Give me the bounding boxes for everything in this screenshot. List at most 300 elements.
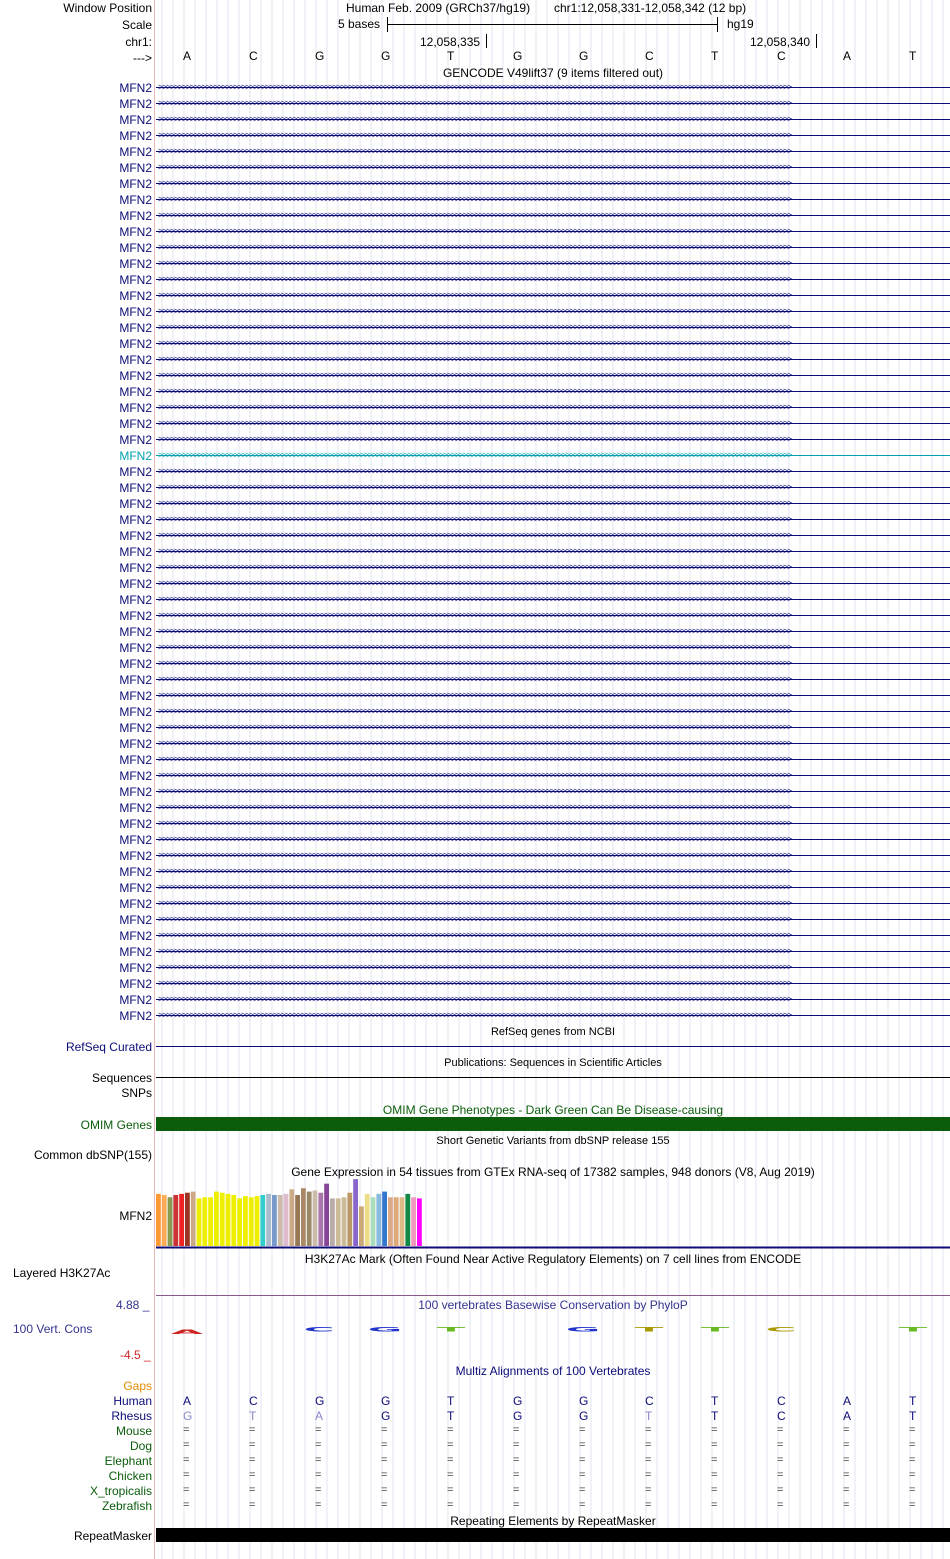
cons-ymin-label: -4.5 _	[120, 1348, 151, 1362]
gencode-gene-label[interactable]: MFN2	[119, 945, 152, 959]
multiz-aligned-base: =	[249, 1439, 256, 1451]
reference-base: T	[711, 49, 719, 63]
repeatmasker-track-label[interactable]: RepeatMasker	[73, 1529, 152, 1543]
gencode-strand-arrows: >>>>>>>>>>>>>>>>>>>>>>>>>>>>>>>>>>>>>>>>>>>>>>>>>>>>>>>>>>>>>>>>>>>>>>>>>>>>>>>>>>>>>>>>>>>>>>>>>>>>>>>>>>>>>>>>>>>>>>>>>>>>>>>>>>>>>>>>>>>>>>>>>>>>>>>>>>>>>>>>	[158, 898, 791, 908]
gtex-tissue-bar	[237, 1198, 242, 1246]
gencode-gene-label[interactable]: MFN2	[119, 865, 152, 879]
gencode-strand-arrows: >>>>>>>>>>>>>>>>>>>>>>>>>>>>>>>>>>>>>>>>>>>>>>>>>>>>>>>>>>>>>>>>>>>>>>>>>>>>>>>>>>>>>>>>>>>>>>>>>>>>>>>>>>>>>>>>>>>>>>>>>>>>>>>>>>>>>>>>>>>>>>>>>>>>>>>>>>>>>>>>	[158, 498, 791, 508]
repeatmasker-track-title: Repeating Elements by RepeatMasker	[450, 1514, 656, 1528]
scale-bar-right-tick	[717, 17, 718, 32]
gencode-gene-label[interactable]: MFN2	[119, 673, 152, 687]
gencode-gene-label[interactable]: MFN2	[119, 385, 152, 399]
gencode-strand-arrows: >>>>>>>>>>>>>>>>>>>>>>>>>>>>>>>>>>>>>>>>>>>>>>>>>>>>>>>>>>>>>>>>>>>>>>>>>>>>>>>>>>>>>>>>>>>>>>>>>>>>>>>>>>>>>>>>>>>>>>>>>>>>>>>>>>>>>>>>>>>>>>>>>>>>>>>>>>>>>>>>	[158, 770, 791, 780]
multiz-aligned-base: T	[711, 1394, 719, 1408]
gtex-tissue-bar	[173, 1195, 178, 1246]
publications-label-snps[interactable]: SNPs	[121, 1086, 152, 1100]
gtex-tissue-bar	[330, 1198, 335, 1246]
gencode-strand-arrows: >>>>>>>>>>>>>>>>>>>>>>>>>>>>>>>>>>>>>>>>>>>>>>>>>>>>>>>>>>>>>>>>>>>>>>>>>>>>>>>>>>>>>>>>>>>>>>>>>>>>>>>>>>>>>>>>>>>>>>>>>>>>>>>>>>>>>>>>>>>>>>>>>>>>>>>>>>>>>>>>	[158, 274, 791, 284]
multiz-aligned-base: =	[315, 1499, 322, 1511]
gencode-gene-label[interactable]: MFN2	[119, 193, 152, 207]
gencode-gene-label[interactable]: MFN2	[119, 337, 152, 351]
gencode-gene-label[interactable]: MFN2	[119, 993, 152, 1007]
gencode-strand-arrows: >>>>>>>>>>>>>>>>>>>>>>>>>>>>>>>>>>>>>>>>>>>>>>>>>>>>>>>>>>>>>>>>>>>>>>>>>>>>>>>>>>>>>>>>>>>>>>>>>>>>>>>>>>>>>>>>>>>>>>>>>>>>>>>>>>>>>>>>>>>>>>>>>>>>>>>>>>>>>>>>	[158, 882, 791, 892]
gencode-strand-arrows: >>>>>>>>>>>>>>>>>>>>>>>>>>>>>>>>>>>>>>>>>>>>>>>>>>>>>>>>>>>>>>>>>>>>>>>>>>>>>>>>>>>>>>>>>>>>>>>>>>>>>>>>>>>>>>>>>>>>>>>>>>>>>>>>>>>>>>>>>>>>>>>>>>>>>>>>>>>>>>>>	[158, 162, 791, 172]
multiz-species-label[interactable]: Zebrafish	[101, 1499, 152, 1513]
h3k27ac-baseline	[156, 1295, 950, 1296]
gencode-gene-label[interactable]: MFN2	[119, 913, 152, 927]
gencode-gene-label[interactable]: MFN2	[119, 209, 152, 223]
gencode-gene-label[interactable]: MFN2	[119, 225, 152, 239]
gtex-tissue-bar	[382, 1192, 387, 1246]
multiz-aligned-base: =	[315, 1484, 322, 1496]
gencode-gene-label[interactable]: MFN2	[119, 545, 152, 559]
gtex-tissue-bar	[336, 1198, 341, 1246]
gtex-tissue-bar	[365, 1194, 370, 1246]
chrom-label: chr1:	[125, 35, 152, 49]
cons-logo-glyph: C	[303, 1325, 335, 1333]
multiz-species-label[interactable]: Human	[113, 1394, 152, 1408]
multiz-aligned-base: =	[645, 1469, 652, 1481]
gtex-track-title: Gene Expression in 54 tissues from GTEx RNA-seq of 17382 samples, 948 donors (V8, Aug 2019)	[291, 1165, 815, 1179]
multiz-aligned-base: =	[447, 1454, 454, 1466]
multiz-aligned-base: =	[513, 1484, 520, 1496]
gencode-strand-arrows: >>>>>>>>>>>>>>>>>>>>>>>>>>>>>>>>>>>>>>>>>>>>>>>>>>>>>>>>>>>>>>>>>>>>>>>>>>>>>>>>>>>>>>>>>>>>>>>>>>>>>>>>>>>>>>>>>>>>>>>>>>>>>>>>>>>>>>>>>>>>>>>>>>>>>>>>>>>>>>>>	[158, 578, 791, 588]
multiz-aligned-base: =	[909, 1499, 916, 1511]
gencode-strand-arrows: >>>>>>>>>>>>>>>>>>>>>>>>>>>>>>>>>>>>>>>>>>>>>>>>>>>>>>>>>>>>>>>>>>>>>>>>>>>>>>>>>>>>>>>>>>>>>>>>>>>>>>>>>>>>>>>>>>>>>>>>>>>>>>>>>>>>>>>>>>>>>>>>>>>>>>>>>>>>>>>>	[158, 962, 791, 972]
gtex-tissue-bar	[168, 1197, 173, 1246]
reference-base: G	[315, 49, 325, 63]
gtex-tissue-bar	[405, 1194, 410, 1246]
gencode-gene-label[interactable]: MFN2	[119, 657, 152, 671]
gtex-tissue-bar	[156, 1194, 161, 1246]
gencode-gene-label[interactable]: MFN2	[119, 481, 152, 495]
multiz-aligned-base: G	[381, 1394, 391, 1408]
gtex-tissue-bar	[284, 1194, 289, 1246]
multiz-aligned-base: C	[645, 1394, 654, 1408]
multiz-aligned-base: =	[513, 1439, 520, 1451]
gtex-tissue-bar	[220, 1193, 225, 1246]
gencode-gene-label[interactable]: MFN2	[119, 257, 152, 271]
multiz-aligned-base: =	[315, 1469, 322, 1481]
multiz-aligned-base: =	[381, 1469, 388, 1481]
multiz-aligned-base: G	[513, 1394, 523, 1408]
multiz-aligned-base: G	[513, 1409, 523, 1423]
gencode-gene-label[interactable]: MFN2	[119, 561, 152, 575]
gtex-tissue-bar	[318, 1193, 323, 1246]
reference-base: C	[645, 49, 654, 63]
gencode-gene-label[interactable]: MFN2	[119, 433, 152, 447]
multiz-aligned-base: T	[909, 1394, 917, 1408]
publications-label-sequences[interactable]: Sequences	[91, 1071, 152, 1085]
multiz-aligned-base: G	[381, 1409, 391, 1423]
multiz-aligned-base: A	[315, 1409, 324, 1423]
gencode-gene-label[interactable]: MFN2	[119, 353, 152, 367]
gencode-gene-label[interactable]: MFN2	[119, 81, 152, 95]
multiz-aligned-base: =	[909, 1454, 916, 1466]
gencode-gene-label[interactable]: MFN2	[119, 577, 152, 591]
multiz-aligned-base: =	[843, 1454, 850, 1466]
multiz-aligned-base: G	[579, 1394, 589, 1408]
scale-db: hg19	[727, 17, 754, 31]
multiz-aligned-base: =	[645, 1484, 652, 1496]
gtex-tissue-bar	[191, 1192, 196, 1246]
reference-base: G	[381, 49, 391, 63]
gencode-gene-label[interactable]: MFN2	[119, 305, 152, 319]
multiz-aligned-base: =	[447, 1439, 454, 1451]
gencode-strand-arrows: >>>>>>>>>>>>>>>>>>>>>>>>>>>>>>>>>>>>>>>>>>>>>>>>>>>>>>>>>>>>>>>>>>>>>>>>>>>>>>>>>>>>>>>>>>>>>>>>>>>>>>>>>>>>>>>>>>>>>>>>>>>>>>>>>>>>>>>>>>>>>>>>>>>>>>>>>>>>>>>>	[158, 194, 791, 204]
gencode-strand-arrows: >>>>>>>>>>>>>>>>>>>>>>>>>>>>>>>>>>>>>>>>>>>>>>>>>>>>>>>>>>>>>>>>>>>>>>>>>>>>>>>>>>>>>>>>>>>>>>>>>>>>>>>>>>>>>>>>>>>>>>>>>>>>>>>>>>>>>>>>>>>>>>>>>>>>>>>>>>>>>>>>	[158, 242, 791, 252]
gtex-tissue-bar	[307, 1192, 312, 1246]
gtex-tissue-bar	[417, 1198, 422, 1246]
multiz-aligned-base: =	[579, 1469, 586, 1481]
gtex-tissue-bar	[179, 1194, 184, 1246]
gtex-tissue-bar	[411, 1197, 416, 1246]
reference-base: C	[777, 49, 786, 63]
gtex-tissue-bar	[272, 1195, 277, 1246]
h3k27ac-track-title: H3K27Ac Mark (Often Found Near Active Regulatory Elements) on 7 cell lines from ENCODE	[304, 1252, 802, 1266]
multiz-aligned-base: =	[513, 1499, 520, 1511]
gtex-tissue-bar	[231, 1195, 236, 1246]
multiz-aligned-base: =	[249, 1424, 256, 1436]
multiz-aligned-base: =	[315, 1439, 322, 1451]
gencode-strand-arrows: >>>>>>>>>>>>>>>>>>>>>>>>>>>>>>>>>>>>>>>>>>>>>>>>>>>>>>>>>>>>>>>>>>>>>>>>>>>>>>>>>>>>>>>>>>>>>>>>>>>>>>>>>>>>>>>>>>>>>>>>>>>>>>>>>>>>>>>>>>>>>>>>>>>>>>>>>>>>>>>>	[158, 706, 791, 716]
refseq-track-label[interactable]: RefSeq Curated	[65, 1040, 152, 1054]
multiz-aligned-base: C	[249, 1394, 258, 1408]
cons-logo-glyph: T	[634, 1325, 664, 1333]
gtex-track-label[interactable]: MFN2	[119, 1209, 152, 1223]
gencode-strand-arrows: >>>>>>>>>>>>>>>>>>>>>>>>>>>>>>>>>>>>>>>>>>>>>>>>>>>>>>>>>>>>>>>>>>>>>>>>>>>>>>>>>>>>>>>>>>>>>>>>>>>>>>>>>>>>>>>>>>>>>>>>>>>>>>>>>>>>>>>>>>>>>>>>>>>>>>>>>>>>>>>>	[158, 642, 791, 652]
gtex-tissue-bar	[394, 1197, 399, 1246]
ruler-tick-1	[486, 34, 487, 48]
gtex-tissue-bar	[278, 1195, 283, 1246]
gencode-gene-label[interactable]: MFN2	[119, 881, 152, 895]
gtex-tissue-bar	[347, 1193, 352, 1246]
gtex-tissue-bar	[295, 1195, 300, 1246]
multiz-aligned-base: =	[447, 1469, 454, 1481]
gencode-gene-label[interactable]: MFN2	[119, 513, 152, 527]
multiz-aligned-base: =	[447, 1424, 454, 1436]
gencode-gene-label[interactable]: MFN2	[119, 737, 152, 751]
gencode-gene-label[interactable]: MFN2	[119, 113, 152, 127]
gencode-strand-arrows: >>>>>>>>>>>>>>>>>>>>>>>>>>>>>>>>>>>>>>>>>>>>>>>>>>>>>>>>>>>>>>>>>>>>>>>>>>>>>>>>>>>>>>>>>>>>>>>>>>>>>>>>>>>>>>>>>>>>>>>>>>>>>>>>>>>>>>>>>>>>>>>>>>>>>>>>>>>>>>>>	[158, 994, 791, 1004]
multiz-aligned-base: T	[711, 1409, 719, 1423]
reference-base: C	[249, 49, 258, 63]
gencode-strand-arrows: >>>>>>>>>>>>>>>>>>>>>>>>>>>>>>>>>>>>>>>>>>>>>>>>>>>>>>>>>>>>>>>>>>>>>>>>>>>>>>>>>>>>>>>>>>>>>>>>>>>>>>>>>>>>>>>>>>>>>>>>>>>>>>>>>>>>>>>>>>>>>>>>>>>>>>>>>>>>>>>>	[158, 834, 791, 844]
gencode-strand-arrows: >>>>>>>>>>>>>>>>>>>>>>>>>>>>>>>>>>>>>>>>>>>>>>>>>>>>>>>>>>>>>>>>>>>>>>>>>>>>>>>>>>>>>>>>>>>>>>>>>>>>>>>>>>>>>>>>>>>>>>>>>>>>>>>>>>>>>>>>>>>>>>>>>>>>>>>>>>>>>>>>	[158, 130, 791, 140]
scale-label: Scale	[121, 18, 152, 32]
multiz-aligned-base: =	[909, 1424, 916, 1436]
gencode-gene-label[interactable]: MFN2	[119, 497, 152, 511]
multiz-species-label[interactable]: Elephant	[104, 1454, 152, 1468]
gencode-strand-arrows: >>>>>>>>>>>>>>>>>>>>>>>>>>>>>>>>>>>>>>>>>>>>>>>>>>>>>>>>>>>>>>>>>>>>>>>>>>>>>>>>>>>>>>>>>>>>>>>>>>>>>>>>>>>>>>>>>>>>>>>>>>>>>>>>>>>>>>>>>>>>>>>>>>>>>>>>>>>>>>>>	[158, 594, 791, 604]
gencode-strand-arrows: >>>>>>>>>>>>>>>>>>>>>>>>>>>>>>>>>>>>>>>>>>>>>>>>>>>>>>>>>>>>>>>>>>>>>>>>>>>>>>>>>>>>>>>>>>>>>>>>>>>>>>>>>>>>>>>>>>>>>>>>>>>>>>>>>>>>>>>>>>>>>>>>>>>>>>>>>>>>>>>>	[158, 914, 791, 924]
gtex-tissue-bar	[249, 1197, 254, 1246]
cons-logo-glyph: T	[700, 1325, 730, 1333]
gtex-tissue-bar	[162, 1195, 167, 1246]
gtex-tissue-bar	[388, 1197, 393, 1246]
gtex-bar-chart[interactable]	[156, 1178, 950, 1250]
gencode-gene-label[interactable]: MFN2	[119, 449, 152, 463]
multiz-aligned-base: =	[579, 1484, 586, 1496]
gtex-tissue-bar	[289, 1189, 294, 1246]
label-column-divider	[154, 0, 155, 1559]
multiz-aligned-base: =	[843, 1484, 850, 1496]
multiz-aligned-base: =	[183, 1469, 190, 1481]
reference-base: T	[909, 49, 917, 63]
gencode-strand-arrows: >>>>>>>>>>>>>>>>>>>>>>>>>>>>>>>>>>>>>>>>>>>>>>>>>>>>>>>>>>>>>>>>>>>>>>>>>>>>>>>>>>>>>>>>>>>>>>>>>>>>>>>>>>>>>>>>>>>>>>>>>>>>>>>>>>>>>>>>>>>>>>>>>>>>>>>>>>>>>>>>	[158, 626, 791, 636]
gencode-strand-arrows: >>>>>>>>>>>>>>>>>>>>>>>>>>>>>>>>>>>>>>>>>>>>>>>>>>>>>>>>>>>>>>>>>>>>>>>>>>>>>>>>>>>>>>>>>>>>>>>>>>>>>>>>>>>>>>>>>>>>>>>>>>>>>>>>>>>>>>>>>>>>>>>>>>>>>>>>>>>>>>>>	[158, 146, 791, 156]
multiz-aligned-base: =	[579, 1439, 586, 1451]
gencode-strand-arrows: >>>>>>>>>>>>>>>>>>>>>>>>>>>>>>>>>>>>>>>>>>>>>>>>>>>>>>>>>>>>>>>>>>>>>>>>>>>>>>>>>>>>>>>>>>>>>>>>>>>>>>>>>>>>>>>>>>>>>>>>>>>>>>>>>>>>>>>>>>>>>>>>>>>>>>>>>>>>>>>>	[158, 354, 791, 364]
gencode-strand-arrows: >>>>>>>>>>>>>>>>>>>>>>>>>>>>>>>>>>>>>>>>>>>>>>>>>>>>>>>>>>>>>>>>>>>>>>>>>>>>>>>>>>>>>>>>>>>>>>>>>>>>>>>>>>>>>>>>>>>>>>>>>>>>>>>>>>>>>>>>>>>>>>>>>>>>>>>>>>>>>>>>	[158, 402, 791, 412]
gencode-gene-label[interactable]: MFN2	[119, 897, 152, 911]
gencode-strand-arrows: >>>>>>>>>>>>>>>>>>>>>>>>>>>>>>>>>>>>>>>>>>>>>>>>>>>>>>>>>>>>>>>>>>>>>>>>>>>>>>>>>>>>>>>>>>>>>>>>>>>>>>>>>>>>>>>>>>>>>>>>>>>>>>>>>>>>>>>>>>>>>>>>>>>>>>>>>>>>>>>>	[158, 466, 791, 476]
multiz-aligned-base: =	[645, 1424, 652, 1436]
gencode-gene-label[interactable]: MFN2	[119, 833, 152, 847]
multiz-aligned-base: =	[381, 1424, 388, 1436]
gencode-gene-label[interactable]: MFN2	[119, 817, 152, 831]
gtex-tissue-bar	[214, 1192, 219, 1246]
h3k27ac-track-label[interactable]: Layered H3K27Ac	[13, 1266, 111, 1280]
multiz-aligned-base: =	[183, 1424, 190, 1436]
gtex-tissue-bar	[376, 1194, 381, 1246]
gencode-gene-label[interactable]: MFN2	[119, 273, 152, 287]
cons-logo-glyph: G	[367, 1325, 403, 1333]
ruler-tick-label-1: 12,058,335	[420, 35, 481, 49]
gencode-strand-arrows: >>>>>>>>>>>>>>>>>>>>>>>>>>>>>>>>>>>>>>>>>>>>>>>>>>>>>>>>>>>>>>>>>>>>>>>>>>>>>>>>>>>>>>>>>>>>>>>>>>>>>>>>>>>>>>>>>>>>>>>>>>>>>>>>>>>>>>>>>>>>>>>>>>>>>>>>>>>>>>>>	[158, 722, 791, 732]
multiz-aligned-base: =	[381, 1454, 388, 1466]
multiz-aligned-base: T	[909, 1409, 917, 1423]
multiz-aligned-base: C	[777, 1394, 786, 1408]
gencode-gene-label[interactable]: MFN2	[119, 977, 152, 991]
cons-ymax-label: 4.88 _	[116, 1298, 150, 1312]
multiz-aligned-base: =	[315, 1424, 322, 1436]
gencode-strand-arrows: >>>>>>>>>>>>>>>>>>>>>>>>>>>>>>>>>>>>>>>>>>>>>>>>>>>>>>>>>>>>>>>>>>>>>>>>>>>>>>>>>>>>>>>>>>>>>>>>>>>>>>>>>>>>>>>>>>>>>>>>>>>>>>>>>>>>>>>>>>>>>>>>>>>>>>>>>>>>>>>>	[158, 482, 791, 492]
reference-base: T	[447, 49, 455, 63]
gencode-strand-arrows: >>>>>>>>>>>>>>>>>>>>>>>>>>>>>>>>>>>>>>>>>>>>>>>>>>>>>>>>>>>>>>>>>>>>>>>>>>>>>>>>>>>>>>>>>>>>>>>>>>>>>>>>>>>>>>>>>>>>>>>>>>>>>>>>>>>>>>>>>>>>>>>>>>>>>>>>>>>>>>>>	[158, 754, 791, 764]
multiz-aligned-base: =	[513, 1424, 520, 1436]
gencode-strand-arrows: >>>>>>>>>>>>>>>>>>>>>>>>>>>>>>>>>>>>>>>>>>>>>>>>>>>>>>>>>>>>>>>>>>>>>>>>>>>>>>>>>>>>>>>>>>>>>>>>>>>>>>>>>>>>>>>>>>>>>>>>>>>>>>>>>>>>>>>>>>>>>>>>>>>>>>>>>>>>>>>>	[158, 978, 791, 988]
multiz-aligned-base: =	[777, 1499, 784, 1511]
multiz-aligned-base: =	[447, 1484, 454, 1496]
multiz-aligned-base: G	[315, 1394, 325, 1408]
multiz-aligned-base: =	[183, 1439, 190, 1451]
gtex-tissue-bar	[226, 1194, 231, 1246]
gencode-gene-label[interactable]: MFN2	[119, 529, 152, 543]
multiz-aligned-base: =	[843, 1469, 850, 1481]
gencode-gene-label[interactable]: MFN2	[119, 97, 152, 111]
gencode-gene-label[interactable]: MFN2	[119, 593, 152, 607]
scale-bar-left-tick	[387, 17, 388, 32]
gencode-strand-arrows: >>>>>>>>>>>>>>>>>>>>>>>>>>>>>>>>>>>>>>>>>>>>>>>>>>>>>>>>>>>>>>>>>>>>>>>>>>>>>>>>>>>>>>>>>>>>>>>>>>>>>>>>>>>>>>>>>>>>>>>>>>>>>>>>>>>>>>>>>>>>>>>>>>>>>>>>>>>>>>>>	[158, 690, 791, 700]
multiz-aligned-base: =	[711, 1499, 718, 1511]
publications-track-title: Publications: Sequences in Scientific Articles	[444, 1057, 662, 1069]
omim-feature-bar[interactable]	[156, 1117, 950, 1131]
gencode-gene-label[interactable]: MFN2	[119, 929, 152, 943]
gencode-strand-arrows: >>>>>>>>>>>>>>>>>>>>>>>>>>>>>>>>>>>>>>>>>>>>>>>>>>>>>>>>>>>>>>>>>>>>>>>>>>>>>>>>>>>>>>>>>>>>>>>>>>>>>>>>>>>>>>>>>>>>>>>>>>>>>>>>>>>>>>>>>>>>>>>>>>>>>>>>>>>>>>>>	[158, 370, 791, 380]
gencode-gene-label[interactable]: MFN2	[119, 753, 152, 767]
cons-logo-plot[interactable]	[156, 1325, 950, 1351]
multiz-aligned-base: =	[249, 1454, 256, 1466]
multiz-aligned-base: =	[579, 1454, 586, 1466]
gencode-strand-arrows: >>>>>>>>>>>>>>>>>>>>>>>>>>>>>>>>>>>>>>>>>>>>>>>>>>>>>>>>>>>>>>>>>>>>>>>>>>>>>>>>>>>>>>>>>>>>>>>>>>>>>>>>>>>>>>>>>>>>>>>>>>>>>>>>>>>>>>>>>>>>>>>>>>>>>>>>>>>>>>>>	[158, 98, 791, 108]
multiz-aligned-base: =	[447, 1499, 454, 1511]
gencode-gene-label[interactable]: MFN2	[119, 625, 152, 639]
gencode-strand-arrows: >>>>>>>>>>>>>>>>>>>>>>>>>>>>>>>>>>>>>>>>>>>>>>>>>>>>>>>>>>>>>>>>>>>>>>>>>>>>>>>>>>>>>>>>>>>>>>>>>>>>>>>>>>>>>>>>>>>>>>>>>>>>>>>>>>>>>>>>>>>>>>>>>>>>>>>>>>>>>>>>	[158, 322, 791, 332]
gencode-strand-arrows: >>>>>>>>>>>>>>>>>>>>>>>>>>>>>>>>>>>>>>>>>>>>>>>>>>>>>>>>>>>>>>>>>>>>>>>>>>>>>>>>>>>>>>>>>>>>>>>>>>>>>>>>>>>>>>>>>>>>>>>>>>>>>>>>>>>>>>>>>>>>>>>>>>>>>>>>>>>>>>>>	[158, 258, 791, 268]
cons-track-title: 100 vertebrates Basewise Conservation by PhyloP	[418, 1298, 688, 1312]
gencode-gene-label[interactable]: MFN2	[119, 145, 152, 159]
gencode-strand-arrows: >>>>>>>>>>>>>>>>>>>>>>>>>>>>>>>>>>>>>>>>>>>>>>>>>>>>>>>>>>>>>>>>>>>>>>>>>>>>>>>>>>>>>>>>>>>>>>>>>>>>>>>>>>>>>>>>>>>>>>>>>>>>>>>>>>>>>>>>>>>>>>>>>>>>>>>>>>>>>>>>	[158, 866, 791, 876]
gencode-gene-label[interactable]: MFN2	[119, 785, 152, 799]
reference-base: A	[183, 49, 192, 63]
gencode-strand-arrows: >>>>>>>>>>>>>>>>>>>>>>>>>>>>>>>>>>>>>>>>>>>>>>>>>>>>>>>>>>>>>>>>>>>>>>>>>>>>>>>>>>>>>>>>>>>>>>>>>>>>>>>>>>>>>>>>>>>>>>>>>>>>>>>>>>>>>>>>>>>>>>>>>>>>>>>>>>>>>>>>	[158, 818, 791, 828]
cons-logo-glyph: C	[765, 1325, 797, 1333]
gencode-gene-label[interactable]: MFN2	[119, 321, 152, 335]
gencode-strand-arrows: >>>>>>>>>>>>>>>>>>>>>>>>>>>>>>>>>>>>>>>>>>>>>>>>>>>>>>>>>>>>>>>>>>>>>>>>>>>>>>>>>>>>>>>>>>>>>>>>>>>>>>>>>>>>>>>>>>>>>>>>>>>>>>>>>>>>>>>>>>>>>>>>>>>>>>>>>>>>>>>>	[158, 946, 791, 956]
gencode-gene-label[interactable]: MFN2	[119, 705, 152, 719]
multiz-species-label[interactable]: X_tropicalis	[89, 1484, 152, 1498]
gencode-gene-label[interactable]: MFN2	[119, 1009, 152, 1023]
multiz-aligned-base: =	[843, 1499, 850, 1511]
multiz-aligned-base: =	[843, 1439, 850, 1451]
multiz-aligned-base: =	[909, 1484, 916, 1496]
multiz-aligned-base: =	[711, 1424, 718, 1436]
dbsnp-track-label[interactable]: Common dbSNP(155)	[33, 1148, 152, 1162]
gtex-tissue-bar	[342, 1197, 347, 1246]
gencode-gene-label[interactable]: MFN2	[119, 961, 152, 975]
refseq-gene-line[interactable]	[156, 1046, 950, 1047]
gencode-gene-label[interactable]: MFN2	[119, 401, 152, 415]
gtex-tissue-bar	[197, 1198, 202, 1246]
multiz-aligned-base: =	[579, 1424, 586, 1436]
multiz-aligned-base: =	[183, 1499, 190, 1511]
gencode-strand-arrows: >>>>>>>>>>>>>>>>>>>>>>>>>>>>>>>>>>>>>>>>>>>>>>>>>>>>>>>>>>>>>>>>>>>>>>>>>>>>>>>>>>>>>>>>>>>>>>>>>>>>>>>>>>>>>>>>>>>>>>>>>>>>>>>>>>>>>>>>>>>>>>>>>>>>>>>>>>>>>>>>	[158, 114, 791, 124]
multiz-aligned-base: =	[645, 1499, 652, 1511]
gencode-strand-arrows: >>>>>>>>>>>>>>>>>>>>>>>>>>>>>>>>>>>>>>>>>>>>>>>>>>>>>>>>>>>>>>>>>>>>>>>>>>>>>>>>>>>>>>>>>>>>>>>>>>>>>>>>>>>>>>>>>>>>>>>>>>>>>>>>>>>>>>>>>>>>>>>>>>>>>>>>>>>>>>>>	[158, 738, 791, 748]
cons-logo-glyph: T	[898, 1325, 928, 1333]
dbsnp-track-title: Short Genetic Variants from dbSNP release 155	[436, 1135, 670, 1147]
gencode-gene-label[interactable]: MFN2	[119, 417, 152, 431]
gencode-gene-label[interactable]: MFN2	[119, 609, 152, 623]
gencode-strand-arrows: >>>>>>>>>>>>>>>>>>>>>>>>>>>>>>>>>>>>>>>>>>>>>>>>>>>>>>>>>>>>>>>>>>>>>>>>>>>>>>>>>>>>>>>>>>>>>>>>>>>>>>>>>>>>>>>>>>>>>>>>>>>>>>>>>>>>>>>>>>>>>>>>>>>>>>>>>>>>>>>>	[158, 82, 791, 92]
gtex-tissue-bar	[185, 1193, 190, 1246]
window-position-label: Window Position	[63, 1, 152, 15]
multiz-aligned-base: =	[711, 1484, 718, 1496]
scale-bar-text: 5 bases	[338, 17, 381, 31]
gencode-gene-label[interactable]: MFN2	[119, 241, 152, 255]
omim-track-title: OMIM Gene Phenotypes - Dark Green Can Be Disease-causing	[382, 1103, 724, 1117]
multiz-species-label[interactable]: Dog	[129, 1439, 152, 1453]
multiz-aligned-base: C	[777, 1409, 786, 1423]
multiz-aligned-base: =	[249, 1484, 256, 1496]
omim-track-label[interactable]: OMIM Genes	[80, 1118, 152, 1132]
gencode-strand-arrows: >>>>>>>>>>>>>>>>>>>>>>>>>>>>>>>>>>>>>>>>>>>>>>>>>>>>>>>>>>>>>>>>>>>>>>>>>>>>>>>>>>>>>>>>>>>>>>>>>>>>>>>>>>>>>>>>>>>>>>>>>>>>>>>>>>>>>>>>>>>>>>>>>>>>>>>>>>>>>>>>	[158, 674, 791, 684]
cons-logo-glyph: A	[170, 1328, 204, 1336]
strand-label[interactable]: --->	[133, 51, 152, 65]
multiz-aligned-base: =	[645, 1439, 652, 1451]
gencode-strand-arrows: >>>>>>>>>>>>>>>>>>>>>>>>>>>>>>>>>>>>>>>>>>>>>>>>>>>>>>>>>>>>>>>>>>>>>>>>>>>>>>>>>>>>>>>>>>>>>>>>>>>>>>>>>>>>>>>>>>>>>>>>>>>>>>>>>>>>>>>>>>>>>>>>>>>>>>>>>>>>>>>>	[158, 178, 791, 188]
gencode-strand-arrows: >>>>>>>>>>>>>>>>>>>>>>>>>>>>>>>>>>>>>>>>>>>>>>>>>>>>>>>>>>>>>>>>>>>>>>>>>>>>>>>>>>>>>>>>>>>>>>>>>>>>>>>>>>>>>>>>>>>>>>>>>>>>>>>>>>>>>>>>>>>>>>>>>>>>>>>>>>>>>>>>	[158, 450, 791, 460]
cons-logo-glyph: T	[436, 1325, 466, 1333]
multiz-aligned-base: =	[513, 1469, 520, 1481]
multiz-aligned-base: T	[249, 1409, 257, 1423]
gencode-gene-label[interactable]: MFN2	[119, 369, 152, 383]
gencode-strand-arrows: >>>>>>>>>>>>>>>>>>>>>>>>>>>>>>>>>>>>>>>>>>>>>>>>>>>>>>>>>>>>>>>>>>>>>>>>>>>>>>>>>>>>>>>>>>>>>>>>>>>>>>>>>>>>>>>>>>>>>>>>>>>>>>>>>>>>>>>>>>>>>>>>>>>>>>>>>>>>>>>>	[158, 1010, 791, 1020]
gencode-gene-label[interactable]: MFN2	[119, 769, 152, 783]
multiz-aligned-base: =	[579, 1499, 586, 1511]
gencode-strand-arrows: >>>>>>>>>>>>>>>>>>>>>>>>>>>>>>>>>>>>>>>>>>>>>>>>>>>>>>>>>>>>>>>>>>>>>>>>>>>>>>>>>>>>>>>>>>>>>>>>>>>>>>>>>>>>>>>>>>>>>>>>>>>>>>>>>>>>>>>>>>>>>>>>>>>>>>>>>>>>>>>>	[158, 418, 791, 428]
gencode-gene-label[interactable]: MFN2	[119, 801, 152, 815]
multiz-gaps-label[interactable]: Gaps	[123, 1379, 152, 1393]
gencode-gene-label[interactable]: MFN2	[119, 161, 152, 175]
multiz-aligned-base: G	[183, 1409, 193, 1423]
gtex-tissue-bar	[202, 1197, 207, 1246]
repeatmasker-feature-bar[interactable]	[156, 1528, 950, 1542]
multiz-aligned-base: =	[909, 1439, 916, 1451]
gtex-tissue-bar	[266, 1194, 271, 1246]
multiz-aligned-base: =	[249, 1469, 256, 1481]
multiz-aligned-base: =	[513, 1454, 520, 1466]
gencode-gene-label[interactable]: MFN2	[119, 641, 152, 655]
gencode-gene-label[interactable]: MFN2	[119, 689, 152, 703]
multiz-species-label[interactable]: Chicken	[108, 1469, 152, 1483]
multiz-aligned-base: =	[249, 1499, 256, 1511]
position-text[interactable]: chr1:12,058,331-12,058,342 (12 bp)	[554, 1, 747, 15]
scale-bar	[387, 24, 717, 25]
gencode-gene-label[interactable]: MFN2	[119, 721, 152, 735]
gtex-tissue-bar	[301, 1188, 306, 1246]
cons-track-label[interactable]: 100 Vert. Cons	[13, 1322, 93, 1336]
gtex-tissue-bar	[359, 1206, 364, 1246]
multiz-aligned-base: =	[843, 1424, 850, 1436]
multiz-species-label[interactable]: Mouse	[115, 1424, 152, 1438]
multiz-aligned-base: =	[909, 1469, 916, 1481]
multiz-track-title: Multiz Alignments of 100 Vertebrates	[455, 1364, 651, 1378]
multiz-aligned-base: A	[843, 1409, 852, 1423]
multiz-aligned-base: =	[711, 1454, 718, 1466]
multiz-aligned-base: =	[183, 1484, 190, 1496]
gencode-gene-label[interactable]: MFN2	[119, 289, 152, 303]
gtex-tissue-bar	[353, 1179, 358, 1246]
gtex-tissue-bar	[313, 1190, 318, 1246]
gencode-gene-label[interactable]: MFN2	[119, 177, 152, 191]
reference-base: G	[513, 49, 523, 63]
multiz-aligned-base: =	[381, 1499, 388, 1511]
multiz-aligned-base: G	[579, 1409, 589, 1423]
multiz-aligned-base: T	[447, 1394, 455, 1408]
reference-base: G	[579, 49, 589, 63]
ruler-tick-label-2: 12,058,340	[750, 35, 811, 49]
gencode-strand-arrows: >>>>>>>>>>>>>>>>>>>>>>>>>>>>>>>>>>>>>>>>>>>>>>>>>>>>>>>>>>>>>>>>>>>>>>>>>>>>>>>>>>>>>>>>>>>>>>>>>>>>>>>>>>>>>>>>>>>>>>>>>>>>>>>>>>>>>>>>>>>>>>>>>>>>>>>>>>>>>>>>	[158, 610, 791, 620]
assembly-text: Human Feb. 2009 (GRCh37/hg19)	[346, 1, 531, 15]
multiz-aligned-base: T	[645, 1409, 653, 1423]
gencode-strand-arrows: >>>>>>>>>>>>>>>>>>>>>>>>>>>>>>>>>>>>>>>>>>>>>>>>>>>>>>>>>>>>>>>>>>>>>>>>>>>>>>>>>>>>>>>>>>>>>>>>>>>>>>>>>>>>>>>>>>>>>>>>>>>>>>>>>>>>>>>>>>>>>>>>>>>>>>>>>>>>>>>>	[158, 386, 791, 396]
multiz-aligned-base: A	[183, 1394, 192, 1408]
gtex-tissue-bar	[208, 1197, 213, 1246]
gencode-gene-label[interactable]: MFN2	[119, 849, 152, 863]
gtex-tissue-bar	[400, 1197, 405, 1246]
gencode-strand-arrows: >>>>>>>>>>>>>>>>>>>>>>>>>>>>>>>>>>>>>>>>>>>>>>>>>>>>>>>>>>>>>>>>>>>>>>>>>>>>>>>>>>>>>>>>>>>>>>>>>>>>>>>>>>>>>>>>>>>>>>>>>>>>>>>>>>>>>>>>>>>>>>>>>>>>>>>>>>>>>>>>	[158, 338, 791, 348]
gencode-strand-arrows: >>>>>>>>>>>>>>>>>>>>>>>>>>>>>>>>>>>>>>>>>>>>>>>>>>>>>>>>>>>>>>>>>>>>>>>>>>>>>>>>>>>>>>>>>>>>>>>>>>>>>>>>>>>>>>>>>>>>>>>>>>>>>>>>>>>>>>>>>>>>>>>>>>>>>>>>>>>>>>>>	[158, 850, 791, 860]
gencode-strand-arrows: >>>>>>>>>>>>>>>>>>>>>>>>>>>>>>>>>>>>>>>>>>>>>>>>>>>>>>>>>>>>>>>>>>>>>>>>>>>>>>>>>>>>>>>>>>>>>>>>>>>>>>>>>>>>>>>>>>>>>>>>>>>>>>>>>>>>>>>>>>>>>>>>>>>>>>>>>>>>>>>>	[158, 930, 791, 940]
gencode-gene-label[interactable]: MFN2	[119, 465, 152, 479]
gencode-strand-arrows: >>>>>>>>>>>>>>>>>>>>>>>>>>>>>>>>>>>>>>>>>>>>>>>>>>>>>>>>>>>>>>>>>>>>>>>>>>>>>>>>>>>>>>>>>>>>>>>>>>>>>>>>>>>>>>>>>>>>>>>>>>>>>>>>>>>>>>>>>>>>>>>>>>>>>>>>>>>>>>>>	[158, 546, 791, 556]
gencode-gene-label[interactable]: MFN2	[119, 129, 152, 143]
gtex-tissue-bar	[371, 1197, 376, 1246]
multiz-aligned-base: =	[315, 1454, 322, 1466]
multiz-species-label[interactable]: Rhesus	[111, 1409, 152, 1423]
